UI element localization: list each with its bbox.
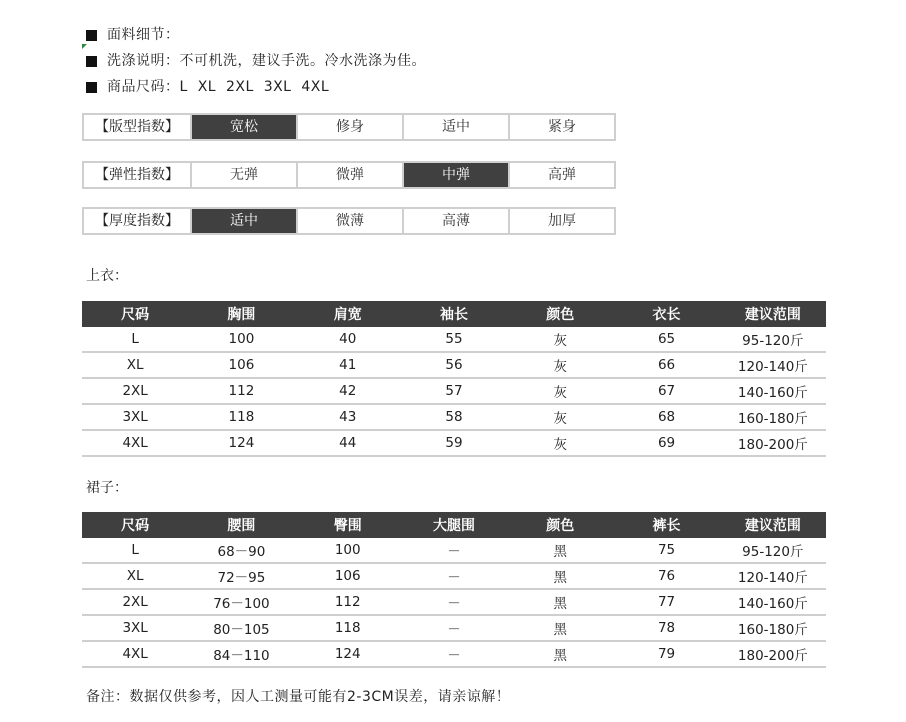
fit-index [82, 113, 616, 141]
cell: 黑 [507, 563, 613, 589]
cell: L [82, 538, 188, 563]
cell: － [401, 615, 507, 641]
cell: L [82, 327, 188, 352]
measurement-note: 备注：数据仅供参考，因人工测量可能有2-3CM误差，请亲谅解！ [86, 689, 511, 705]
fit-option: 适中 [402, 115, 508, 139]
cell: 106 [188, 352, 294, 378]
cell: 42 [295, 378, 401, 404]
cell: 44 [295, 430, 401, 456]
thickness-option: 高薄 [402, 209, 508, 233]
cell: 120-140斤 [720, 563, 826, 589]
detail-text: 商品尺码：L XL 2XL 3XL 4XL [107, 79, 330, 95]
cell: 43 [295, 404, 401, 430]
index-label: 【弹性指数】 [95, 167, 179, 183]
thickness-option: 微薄 [296, 209, 402, 233]
cell: 57 [401, 378, 507, 404]
col-header: 尺码 [82, 512, 188, 538]
table-row [82, 615, 826, 641]
fit-option: 修身 [296, 115, 402, 139]
col-header: 臀围 [295, 512, 401, 538]
cell: 72－95 [188, 563, 294, 589]
index-label: 【厚度指数】 [95, 213, 179, 229]
cell: 120-140斤 [720, 352, 826, 378]
cell: 95-120斤 [720, 327, 826, 352]
cell: 69 [613, 430, 719, 456]
cell: 黑 [507, 589, 613, 615]
cell: 100 [295, 538, 401, 563]
cell: 黑 [507, 615, 613, 641]
col-header: 颜色 [507, 512, 613, 538]
cell: 灰 [507, 327, 613, 352]
cell: 78 [613, 615, 719, 641]
top-size-table [82, 301, 826, 457]
cell: 95-120斤 [720, 538, 826, 563]
cell: XL [82, 352, 188, 378]
cell: － [401, 641, 507, 667]
col-header: 颜色 [507, 301, 613, 327]
cell: 68－90 [188, 538, 294, 563]
cell: － [401, 589, 507, 615]
cell: 160-180斤 [720, 615, 826, 641]
cell: 140-160斤 [720, 378, 826, 404]
top-section-title: 上衣： [86, 268, 128, 284]
cell: 灰 [507, 430, 613, 456]
col-header: 衣长 [613, 301, 719, 327]
cell: 112 [295, 589, 401, 615]
col-header: 裤长 [613, 512, 719, 538]
fit-option: 紧身 [508, 115, 614, 139]
skirt-section-title: 裙子： [86, 480, 128, 496]
elasticity-option: 高弹 [508, 163, 614, 187]
skirt-size-table [82, 512, 826, 668]
cell: 124 [188, 430, 294, 456]
col-header: 肩宽 [295, 301, 401, 327]
cell: 67 [613, 378, 719, 404]
thickness-index [82, 207, 616, 235]
cell: 106 [295, 563, 401, 589]
detail-text: 洗涤说明：不可机洗，建议手洗。冷水洗涤为佳。 [107, 53, 426, 69]
table-header-row [82, 301, 826, 327]
cell: 84－110 [188, 641, 294, 667]
table-row [82, 430, 826, 456]
cell: XL [82, 563, 188, 589]
elasticity-option: 无弹 [190, 163, 296, 187]
cell: 80－105 [188, 615, 294, 641]
cell: 65 [613, 327, 719, 352]
cell: 77 [613, 589, 719, 615]
cell: 79 [613, 641, 719, 667]
elasticity-index [82, 161, 616, 189]
col-header: 建议范围 [720, 512, 826, 538]
cell: 124 [295, 641, 401, 667]
cell: 2XL [82, 589, 188, 615]
cell: 40 [295, 327, 401, 352]
cell: － [401, 538, 507, 563]
table-header-row [82, 512, 826, 538]
detail-sizes [86, 74, 426, 100]
cell: 66 [613, 352, 719, 378]
detail-text: 面料细节： [107, 27, 180, 43]
table-row [82, 404, 826, 430]
index-label: 【版型指数】 [95, 119, 179, 135]
detail-washing [86, 48, 426, 74]
table-row [82, 327, 826, 352]
table-row [82, 378, 826, 404]
square-bullet-icon [86, 56, 97, 67]
cell: 2XL [82, 378, 188, 404]
cell: 112 [188, 378, 294, 404]
square-bullet-icon [86, 30, 97, 41]
cell: 59 [401, 430, 507, 456]
elasticity-option: 中弹 [402, 163, 508, 187]
cell: 3XL [82, 615, 188, 641]
cell: 68 [613, 404, 719, 430]
col-header: 袖长 [401, 301, 507, 327]
table-row [82, 352, 826, 378]
table-row [82, 589, 826, 615]
cell: 3XL [82, 404, 188, 430]
table-row [82, 563, 826, 589]
cell: 55 [401, 327, 507, 352]
col-header: 腰围 [188, 512, 294, 538]
col-header: 尺码 [82, 301, 188, 327]
cell: 41 [295, 352, 401, 378]
square-bullet-icon [86, 82, 97, 93]
cell: 180-200斤 [720, 641, 826, 667]
cell: 58 [401, 404, 507, 430]
cell: 4XL [82, 430, 188, 456]
cell: 118 [188, 404, 294, 430]
cell: 灰 [507, 352, 613, 378]
cell: 100 [188, 327, 294, 352]
thickness-option: 适中 [190, 209, 296, 233]
cell: 140-160斤 [720, 589, 826, 615]
table-row [82, 641, 826, 667]
cell: 黑 [507, 538, 613, 563]
cell: 黑 [507, 641, 613, 667]
thickness-option: 加厚 [508, 209, 614, 233]
col-header: 胸围 [188, 301, 294, 327]
cell: － [401, 563, 507, 589]
cell: 76 [613, 563, 719, 589]
cell: 灰 [507, 404, 613, 430]
cell: 75 [613, 538, 719, 563]
fit-option: 宽松 [190, 115, 296, 139]
cell: 160-180斤 [720, 404, 826, 430]
detail-fabric [86, 22, 426, 48]
cell: 灰 [507, 378, 613, 404]
elasticity-option: 微弹 [296, 163, 402, 187]
col-header: 建议范围 [720, 301, 826, 327]
cell: 76－100 [188, 589, 294, 615]
cell: 180-200斤 [720, 430, 826, 456]
table-row [82, 538, 826, 563]
cell: 4XL [82, 641, 188, 667]
cell: 56 [401, 352, 507, 378]
product-details [86, 22, 426, 100]
cell: 118 [295, 615, 401, 641]
col-header: 大腿围 [401, 512, 507, 538]
